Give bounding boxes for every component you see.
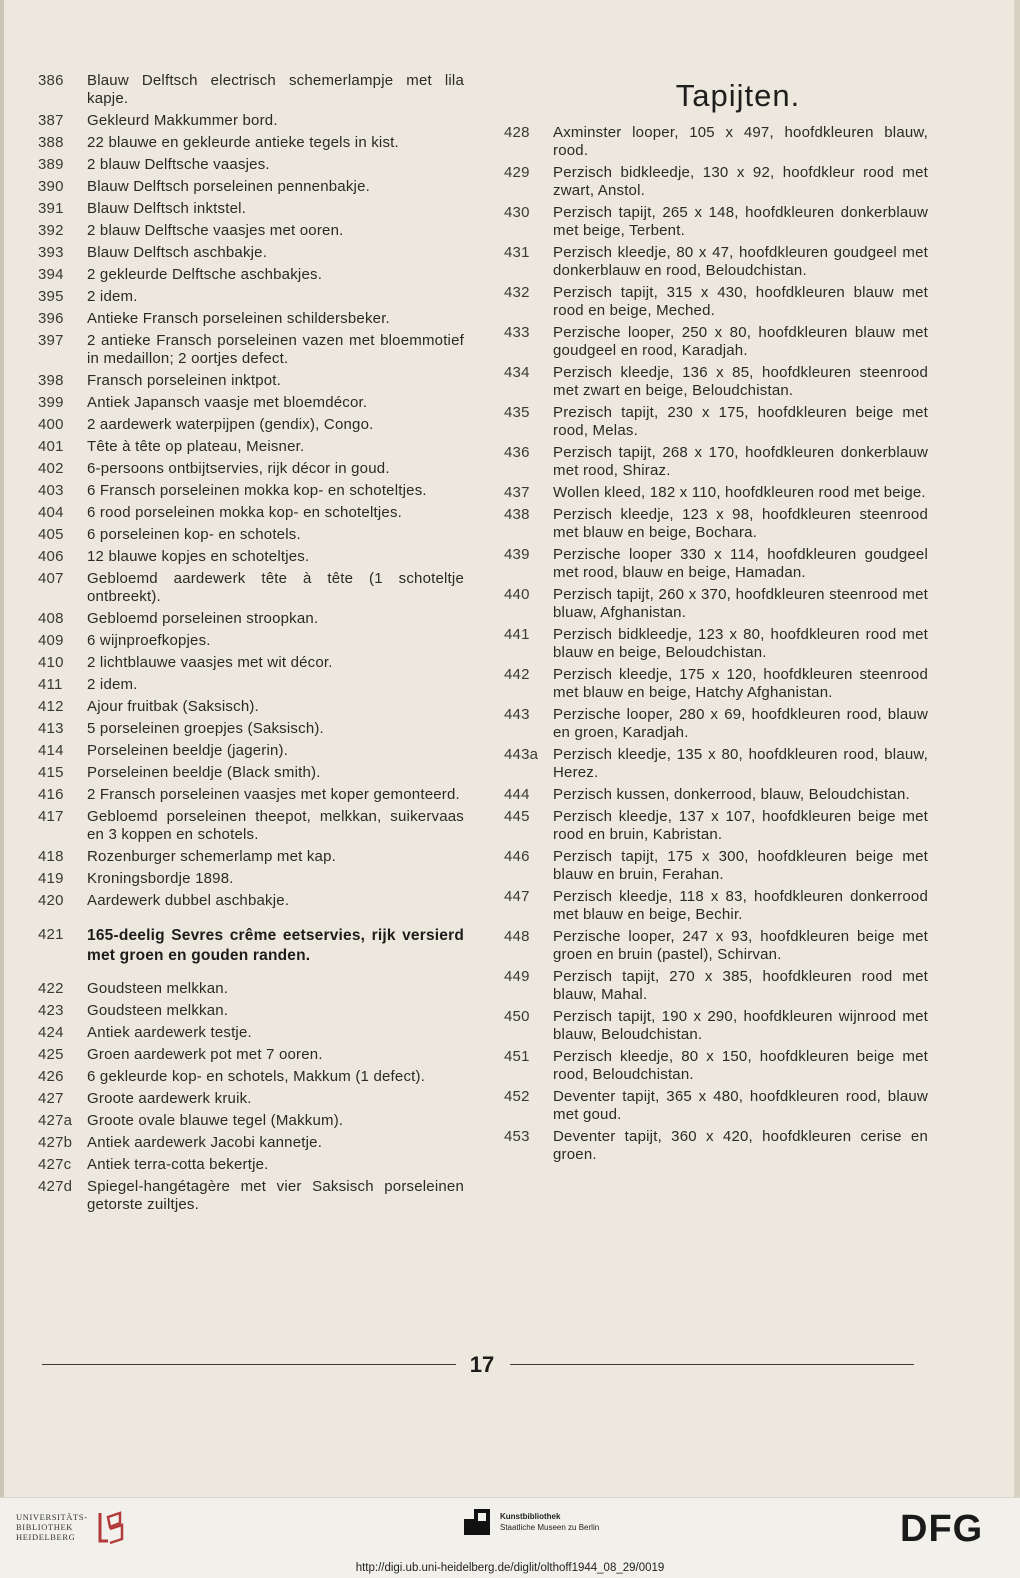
lot-number: 408 bbox=[38, 610, 64, 627]
lot-number: 428 bbox=[504, 124, 530, 141]
catalogue-lot bbox=[38, 134, 464, 152]
lot-description: Spiegel-hangétagère met vier Saksisch porseleinen getorste zuiltjes. bbox=[87, 1178, 464, 1213]
kunstbibliothek-logo[interactable] bbox=[462, 1507, 599, 1537]
catalogue-lot bbox=[504, 1088, 928, 1124]
dfg-logo[interactable]: DFG bbox=[900, 1508, 984, 1550]
catalogue-lot bbox=[504, 484, 928, 502]
lot-number: 404 bbox=[38, 504, 64, 521]
lot-number: 416 bbox=[38, 786, 64, 803]
lot-description: 6 Fransch porseleinen mokka kop- en schoteltjes. bbox=[87, 482, 427, 499]
lot-number: 434 bbox=[504, 364, 530, 381]
lot-number: 419 bbox=[38, 870, 64, 887]
catalogue-lot bbox=[504, 244, 928, 280]
lot-description: Axminster looper, 105 x 497, hoofdkleuren blauw, rood. bbox=[553, 124, 928, 159]
catalogue-lot bbox=[38, 72, 464, 108]
lot-number: 445 bbox=[504, 808, 530, 825]
lot-number: 435 bbox=[504, 404, 530, 421]
page-number: 17 bbox=[469, 1352, 495, 1377]
catalogue-lot bbox=[38, 808, 464, 844]
lot-description: Deventer tapijt, 360 x 420, hoofdkleuren cerise en groen. bbox=[553, 1128, 928, 1163]
catalogue-lot bbox=[504, 888, 928, 924]
catalogue-lot bbox=[504, 746, 928, 782]
lot-description: 6-persoons ontbijtservies, rijk décor in goud. bbox=[87, 460, 390, 477]
rule-left bbox=[42, 1364, 456, 1365]
catalogue-lot bbox=[38, 892, 464, 910]
catalogue-lot bbox=[38, 200, 464, 218]
kunstbibliothek-name bbox=[500, 1511, 599, 1533]
catalogue-lot bbox=[504, 404, 928, 440]
lot-number: 453 bbox=[504, 1128, 530, 1145]
lot-description: Perzisch kleedje, 137 x 107, hoofdkleuren beige met rood en bruin, Kabristan. bbox=[553, 808, 928, 843]
catalogue-lot bbox=[504, 364, 928, 400]
lot-description: Porseleinen beeldje (jagerin). bbox=[87, 742, 289, 759]
lot-number: 390 bbox=[38, 178, 64, 195]
lot-description: Perzisch bidkleedje, 130 x 92, hoofdkleur rood met zwart, Anstol. bbox=[553, 164, 928, 199]
lot-number: 422 bbox=[38, 980, 64, 997]
catalogue-lot bbox=[38, 764, 464, 782]
catalogue-lot bbox=[38, 870, 464, 888]
lot-description: Deventer tapijt, 365 x 480, hoofdkleuren rood, blauw met goud. bbox=[553, 1088, 928, 1123]
lot-number: 407 bbox=[38, 570, 64, 587]
lot-description: Perzisch kleedje, 118 x 83, hoofdkleuren donkerrood met blauw en beige, Bechir. bbox=[553, 888, 928, 923]
lot-number: 432 bbox=[504, 284, 530, 301]
lot-number: 387 bbox=[38, 112, 64, 129]
lot-description: Antiek terra-cotta bekertje. bbox=[87, 1156, 269, 1173]
catalogue-lot bbox=[504, 1048, 928, 1084]
kb-subtitle: Staatliche Museen zu Berlin bbox=[500, 1523, 600, 1532]
catalogue-lot bbox=[38, 786, 464, 804]
catalogue-lot bbox=[38, 244, 464, 262]
lot-description: 2 gekleurde Delftsche aschbakjes. bbox=[87, 266, 323, 283]
catalogue-lot bbox=[504, 546, 928, 582]
rule-right bbox=[510, 1364, 914, 1365]
catalogue-lot bbox=[504, 666, 928, 702]
catalogue-lot bbox=[38, 926, 464, 966]
catalogue-lot bbox=[38, 504, 464, 522]
lot-description: Perzisch kussen, donkerrood, blauw, Beloudchistan. bbox=[553, 786, 910, 803]
catalogue-lot bbox=[38, 416, 464, 434]
lot-number: 412 bbox=[38, 698, 64, 715]
catalogue-lot bbox=[504, 204, 928, 240]
lot-description: Antiek aardewerk Jacobi kannetje. bbox=[87, 1134, 323, 1151]
lot-number: 410 bbox=[38, 654, 64, 671]
catalogue-lot bbox=[38, 1112, 464, 1130]
lot-number: 388 bbox=[38, 134, 64, 151]
lot-description: 2 aardewerk waterpijpen (gendix), Congo. bbox=[87, 416, 374, 433]
lot-number: 441 bbox=[504, 626, 530, 643]
catalogue-lot bbox=[38, 394, 464, 412]
lot-number: 452 bbox=[504, 1088, 530, 1105]
lot-description: 6 porseleinen kop- en schotels. bbox=[87, 526, 301, 543]
catalogue-lot bbox=[38, 266, 464, 284]
catalogue-lot bbox=[38, 1178, 464, 1214]
lot-description: Aardewerk dubbel aschbakje. bbox=[87, 892, 290, 909]
lot-number: 449 bbox=[504, 968, 530, 985]
lot-description: 2 idem. bbox=[87, 288, 138, 305]
catalogue-lot bbox=[504, 164, 928, 200]
lot-number: 433 bbox=[504, 324, 530, 341]
catalogue-lot bbox=[38, 548, 464, 566]
catalogue-lot bbox=[504, 444, 928, 480]
lot-number: 403 bbox=[38, 482, 64, 499]
kb-title: Kunstbibliothek bbox=[500, 1512, 561, 1521]
lot-number: 446 bbox=[504, 848, 530, 865]
lot-number: 395 bbox=[38, 288, 64, 305]
lot-description: Perzisch tapijt, 315 x 430, hoofdkleuren blauw met rood en beige, Meched. bbox=[553, 284, 928, 319]
lot-description: 5 porseleinen groepjes (Saksisch). bbox=[87, 720, 324, 737]
lot-number: 399 bbox=[38, 394, 64, 411]
lot-number: 405 bbox=[38, 526, 64, 543]
lot-number: 451 bbox=[504, 1048, 530, 1065]
lot-description: Perzisch tapijt, 270 x 385, hoofdkleuren rood met blauw, Mahal. bbox=[553, 968, 928, 1003]
lot-number: 443a bbox=[504, 746, 539, 763]
lot-number: 400 bbox=[38, 416, 64, 433]
catalogue-lot bbox=[504, 324, 928, 360]
lot-description: Groen aardewerk pot met 7 ooren. bbox=[87, 1046, 323, 1063]
university-line: BIBLIOTHEK bbox=[16, 1522, 73, 1532]
university-line: UNIVERSITÄTS- bbox=[16, 1512, 88, 1522]
lot-number: 401 bbox=[38, 438, 64, 455]
catalogue-lot bbox=[38, 570, 464, 606]
lot-number: 420 bbox=[38, 892, 64, 909]
catalogue-lot bbox=[38, 288, 464, 306]
catalogue-lot bbox=[38, 1090, 464, 1108]
catalogue-lot bbox=[38, 332, 464, 368]
lot-description: 2 idem. bbox=[87, 676, 138, 693]
lot-number: 431 bbox=[504, 244, 530, 261]
catalogue-lot bbox=[38, 1002, 464, 1020]
lot-description: Perzisch tapijt, 265 x 148, hoofdkleuren donkerblauw met beige, Terbent. bbox=[553, 204, 928, 239]
lot-number: 393 bbox=[38, 244, 64, 261]
lot-description: Antiek Japansch vaasje met bloemdécor. bbox=[87, 394, 368, 411]
lot-description: 6 rood porseleinen mokka kop- en schoteltjes. bbox=[87, 504, 403, 521]
lot-number: 397 bbox=[38, 332, 64, 349]
catalogue-lot bbox=[38, 526, 464, 544]
lot-description: Perzische looper 330 x 114, hoofdkleuren goudgeel met rood, blauw en beige, Hamadan. bbox=[553, 546, 928, 581]
lot-description: Perzisch kleedje, 135 x 80, hoofdkleuren rood, blauw, Herez. bbox=[553, 746, 928, 781]
catalogue-lot bbox=[38, 720, 464, 738]
catalogue-lot bbox=[504, 506, 928, 542]
ub-emblem-icon bbox=[94, 1509, 128, 1545]
lot-number: 427b bbox=[38, 1134, 73, 1151]
lot-number: 391 bbox=[38, 200, 64, 217]
lot-description: 165-deelig Sevres crême eetservies, rijk versierd met groen en gouden randen. bbox=[87, 927, 464, 964]
lot-description: Tête à tête op plateau, Meisner. bbox=[87, 438, 305, 455]
lot-description: Antiek aardewerk testje. bbox=[87, 1024, 252, 1041]
lot-description: Rozenburger schemerlamp met kap. bbox=[87, 848, 337, 865]
catalogue-lot bbox=[504, 968, 928, 1004]
catalogue-lot bbox=[38, 1134, 464, 1152]
catalogue-lot bbox=[38, 1156, 464, 1174]
lot-description: Perzisch kleedje, 123 x 98, hoofdkleuren steenrood met blauw en beige, Bochara. bbox=[553, 506, 928, 541]
lot-number: 438 bbox=[504, 506, 530, 523]
lot-number: 417 bbox=[38, 808, 64, 825]
lot-description: Blauw Delftsch electrisch schemerlampje met lila kapje. bbox=[87, 72, 464, 107]
lot-number: 396 bbox=[38, 310, 64, 327]
lot-number: 448 bbox=[504, 928, 530, 945]
lot-description: Perzisch tapijt, 268 x 170, hoofdkleuren donkerblauw met rood, Shiraz. bbox=[553, 444, 928, 479]
catalogue-lot bbox=[38, 438, 464, 456]
lot-description: Fransch porseleinen inktpot. bbox=[87, 372, 282, 389]
lot-description: 2 blauw Delftsche vaasjes. bbox=[87, 156, 270, 173]
lot-number: 442 bbox=[504, 666, 530, 683]
lot-description: 2 Fransch porseleinen vaasjes met koper gemonteerd. bbox=[87, 786, 460, 803]
catalogue-lot bbox=[504, 928, 928, 964]
university-line: HEIDELBERG bbox=[16, 1532, 76, 1542]
lot-description: Perzisch kleedje, 175 x 120, hoofdkleuren steenrood met blauw en beige, Hatchy Afghanistan. bbox=[553, 666, 928, 701]
catalogue-lot bbox=[38, 482, 464, 500]
lot-description: Goudsteen melkkan. bbox=[87, 1002, 229, 1019]
lot-number: 398 bbox=[38, 372, 64, 389]
lot-description: Blauw Delftsch aschbakje. bbox=[87, 244, 268, 261]
lot-description: Perzische looper, 250 x 80, hoofdkleuren blauw met goudgeel en rood, Karadjah. bbox=[553, 324, 928, 359]
catalogue-lot bbox=[38, 698, 464, 716]
lot-description: 12 blauwe kopjes en schoteltjes. bbox=[87, 548, 310, 565]
catalogue-lot bbox=[38, 1024, 464, 1042]
lot-description: Kroningsbordje 1898. bbox=[87, 870, 234, 887]
lot-number: 414 bbox=[38, 742, 64, 759]
catalogue-lot bbox=[38, 156, 464, 174]
permalink-url[interactable]: http://digi.ub.uni-heidelberg.de/diglit/olthoff1944_08_29/0019 bbox=[355, 1562, 665, 1574]
catalogue-lot bbox=[38, 372, 464, 390]
lot-description: Ajour fruitbak (Saksisch). bbox=[87, 698, 259, 715]
lot-description: Perzisch tapijt, 260 x 370, hoofdkleuren steenrood met bluaw, Afghanistan. bbox=[553, 586, 928, 621]
lot-number: 402 bbox=[38, 460, 64, 477]
lot-number: 425 bbox=[38, 1046, 64, 1063]
catalogue-lot bbox=[38, 310, 464, 328]
lot-number: 415 bbox=[38, 764, 64, 781]
lot-number: 409 bbox=[38, 632, 64, 649]
section-heading: Tapijten. bbox=[675, 78, 801, 113]
catalogue-lot bbox=[38, 654, 464, 672]
catalogue-lot bbox=[38, 178, 464, 196]
lot-number: 427 bbox=[38, 1090, 64, 1107]
catalogue-lot bbox=[38, 848, 464, 866]
lot-description: Goudsteen melkkan. bbox=[87, 980, 229, 997]
lot-description: Wollen kleed, 182 x 110, hoofdkleuren rood met beige. bbox=[553, 484, 926, 501]
catalogue-lot bbox=[504, 1008, 928, 1044]
catalogue-lot bbox=[504, 808, 928, 844]
lot-number: 439 bbox=[504, 546, 530, 563]
catalogue-lot bbox=[38, 460, 464, 478]
catalogue-lot bbox=[38, 222, 464, 240]
lot-description: Antieke Fransch porseleinen schildersbeker. bbox=[87, 310, 390, 327]
lot-number: 430 bbox=[504, 204, 530, 221]
lot-description: Gebloemd aardewerk tête à tête (1 schoteltje ontbreekt). bbox=[87, 570, 464, 605]
lot-number: 406 bbox=[38, 548, 64, 565]
catalogue-lot bbox=[504, 706, 928, 742]
lot-number: 426 bbox=[38, 1068, 64, 1085]
lot-description: 2 antieke Fransch porseleinen vazen met bloemmotief in medaillon; 2 oortjes defect. bbox=[87, 332, 464, 367]
lot-description: Groote ovale blauwe tegel (Makkum). bbox=[87, 1112, 344, 1129]
lot-description: Perzisch tapijt, 190 x 290, hoofdkleuren wijnrood met blauw, Beloudchistan. bbox=[553, 1008, 928, 1043]
catalogue-lot bbox=[38, 112, 464, 130]
lot-description: Perzisch kleedje, 136 x 85, hoofdkleuren steenrood met zwart en beige, Beloudchistan. bbox=[553, 364, 928, 399]
lot-number: 427a bbox=[38, 1112, 73, 1129]
catalogue-lot bbox=[504, 586, 928, 622]
lot-description: Prezisch tapijt, 230 x 175, hoofdkleuren beige met rood, Melas. bbox=[553, 404, 928, 439]
catalogue-lot bbox=[504, 284, 928, 320]
carpet-lots bbox=[504, 124, 928, 1164]
lot-number: 427c bbox=[38, 1156, 72, 1173]
lot-number: 411 bbox=[38, 676, 63, 693]
lot-description: 2 lichtblauwe vaasjes met wit décor. bbox=[87, 654, 333, 671]
catalogue-lot bbox=[504, 626, 928, 662]
lot-description: Blauw Delftsch inktstel. bbox=[87, 200, 247, 217]
lot-number: 392 bbox=[38, 222, 64, 239]
catalogue-lot bbox=[504, 786, 928, 804]
lot-number: 443 bbox=[504, 706, 530, 723]
lot-description: Perzische looper, 247 x 93, hoofdkleuren beige met groen en bruin (pastel), Schirvan. bbox=[553, 928, 928, 963]
lot-description: Blauw Delftsch porseleinen pennenbakje. bbox=[87, 178, 370, 195]
lot-description: Gebloemd porseleinen theepot, melkkan, suikervaas en 3 koppen en schotels. bbox=[87, 808, 464, 843]
lot-description: 6 gekleurde kop- en schotels, Makkum (1 defect). bbox=[87, 1068, 426, 1085]
lot-number: 421 bbox=[38, 926, 64, 943]
lot-number: 437 bbox=[504, 484, 530, 501]
catalogue-lot bbox=[38, 676, 464, 694]
lot-number: 436 bbox=[504, 444, 530, 461]
lot-number: 413 bbox=[38, 720, 64, 737]
right-column bbox=[504, 72, 928, 1168]
lot-description: Perzisch bidkleedje, 123 x 80, hoofdkleuren rood met blauw en beige, Beloudchistan. bbox=[553, 626, 928, 661]
catalogue-lot bbox=[38, 632, 464, 650]
lot-number: 444 bbox=[504, 786, 530, 803]
university-library-logo[interactable] bbox=[16, 1509, 128, 1545]
catalogue-lot bbox=[38, 980, 464, 998]
lot-description: Porseleinen beeldje (Black smith). bbox=[87, 764, 321, 781]
university-library-name bbox=[16, 1512, 88, 1542]
catalogue-lot bbox=[38, 1046, 464, 1064]
lot-description: Perzisch kleedje, 80 x 47, hoofdkleuren goudgeel met donkerblauw en rood, Beloudchistan. bbox=[553, 244, 928, 279]
catalogue-lot bbox=[38, 742, 464, 760]
catalogue-lot bbox=[504, 124, 928, 160]
lot-number: 447 bbox=[504, 888, 530, 905]
lot-description: Perzische looper, 280 x 69, hoofdkleuren rood, blauw en groen, Karadjah. bbox=[553, 706, 928, 741]
catalogue-lot bbox=[38, 1068, 464, 1086]
kunstbibliothek-emblem-icon bbox=[462, 1507, 492, 1537]
lot-description: 22 blauwe en gekleurde antieke tegels in kist. bbox=[87, 134, 399, 151]
lot-number: 386 bbox=[38, 72, 64, 89]
left-column bbox=[38, 72, 464, 1218]
lot-number: 450 bbox=[504, 1008, 530, 1025]
lot-number: 418 bbox=[38, 848, 64, 865]
lot-number: 394 bbox=[38, 266, 64, 283]
lot-number: 424 bbox=[38, 1024, 64, 1041]
lot-description: Perzisch tapijt, 175 x 300, hoofdkleuren beige met blauw en bruin, Ferahan. bbox=[553, 848, 928, 883]
catalogue-lot bbox=[504, 1128, 928, 1164]
lot-description: Gekleurd Makkummer bord. bbox=[87, 112, 278, 129]
lot-number: 427d bbox=[38, 1178, 73, 1195]
lot-number: 389 bbox=[38, 156, 64, 173]
lot-description: Perzisch kleedje, 80 x 150, hoofdkleuren beige met rood, Beloudchistan. bbox=[553, 1048, 928, 1083]
lot-number: 440 bbox=[504, 586, 530, 603]
lot-description: Gebloemd porseleinen stroopkan. bbox=[87, 610, 319, 627]
lot-description: 6 wijnproefkopjes. bbox=[87, 632, 211, 649]
catalogue-lot bbox=[504, 848, 928, 884]
catalogue-lot bbox=[38, 610, 464, 628]
lot-description: Groote aardewerk kruik. bbox=[87, 1090, 252, 1107]
lot-description: 2 blauw Delftsche vaasjes met ooren. bbox=[87, 222, 344, 239]
lot-number: 429 bbox=[504, 164, 530, 181]
lot-number: 423 bbox=[38, 1002, 64, 1019]
